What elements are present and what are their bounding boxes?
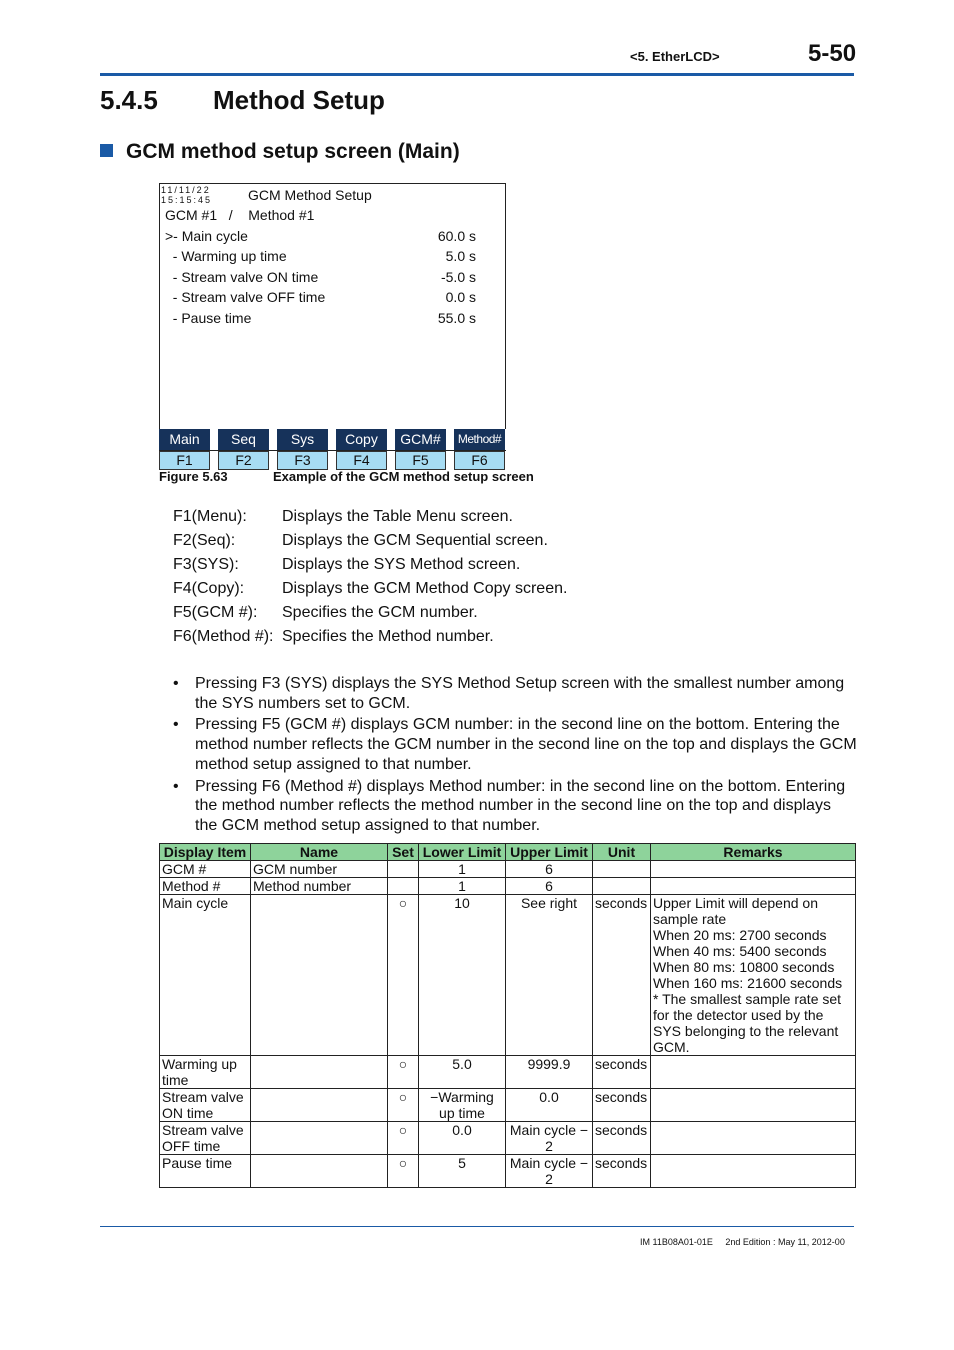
bullet-item: [173, 715, 857, 774]
table-cell: [388, 878, 419, 895]
table-cell: [651, 861, 856, 878]
table-cell: 9999.9: [506, 1056, 593, 1089]
table-header-row: [160, 844, 856, 861]
list-item: [173, 505, 567, 529]
key-description: Specifies the GCM number.: [282, 604, 478, 621]
bullet-dot-icon: •: [173, 777, 179, 795]
key-description: Specifies the Method number.: [282, 628, 494, 645]
bullet-dot-icon: •: [173, 675, 179, 692]
chapter-label: <5. EtherLCD>: [630, 49, 720, 64]
table-cell: seconds: [593, 1089, 651, 1122]
lcd-row-value: 0.0 s: [445, 289, 476, 305]
softkey-gcm-number[interactable]: GCM#: [395, 429, 446, 450]
key-name: F3(SYS):: [173, 556, 239, 573]
column-header: Lower Limit: [419, 844, 506, 861]
figure-label: Figure 5.63: [159, 469, 228, 484]
table-cell: seconds: [593, 1122, 651, 1155]
lcd-screen: [159, 183, 506, 451]
f1-key[interactable]: F1: [159, 451, 210, 470]
bullet-text: Pressing F3 (SYS) displays the SYS Method Setup screen with the smallest number among the SYS numbers set to GCM.: [195, 675, 845, 712]
bullet-list: [173, 674, 857, 838]
table-cell: [651, 1056, 856, 1089]
table-cell: [251, 895, 388, 1056]
lcd-row-label[interactable]: >- Main cycle: [165, 228, 248, 244]
section-title-text: Method Setup: [213, 85, 385, 115]
table-cell: [251, 1056, 388, 1089]
bullet-item: [173, 777, 857, 836]
table-cell: 0.0: [419, 1122, 506, 1155]
section-number: 5.4.5: [100, 85, 158, 115]
table-cell: GCM #: [160, 861, 251, 878]
figure-caption: [159, 469, 534, 484]
bullet-dot-icon: •: [173, 716, 179, 734]
lcd-subtitle: GCM #1 / Method #1: [165, 207, 315, 223]
table-cell: 5.0: [419, 1056, 506, 1089]
softkey-seq[interactable]: Seq: [218, 429, 269, 450]
table-cell: ○: [388, 1089, 419, 1122]
f4-key[interactable]: F4: [336, 451, 387, 470]
table-row: [160, 1122, 856, 1155]
table-cell: Main cycle − 2: [506, 1122, 593, 1155]
f2-key[interactable]: F2: [218, 451, 269, 470]
bullet-text: Pressing F6 (Method #) displays Method number: in the second line on the bottom. Entering the method number reflects the method number in the second line on the top and displays the GCM method setup assigned to that number.: [195, 777, 846, 834]
f3-key[interactable]: F3: [277, 451, 328, 470]
document-number: IM 11B08A01-01E: [640, 1237, 713, 1247]
table-cell: −Warming up time: [419, 1089, 506, 1122]
table-cell: Method #: [160, 878, 251, 895]
page-number: 5-50: [808, 40, 857, 67]
table-cell: Stream valve ON time: [160, 1089, 251, 1122]
list-item: [173, 577, 567, 601]
table-cell: [388, 861, 419, 878]
softkey-sys[interactable]: Sys: [277, 429, 328, 450]
lcd-row-label[interactable]: - Stream valve OFF time: [165, 289, 326, 305]
table-cell: ○: [388, 1155, 419, 1188]
table-cell: seconds: [593, 895, 651, 1056]
table-cell: [593, 878, 651, 895]
table-cell: ○: [388, 1122, 419, 1155]
column-header: Remarks: [651, 844, 856, 861]
table-row: [160, 895, 856, 1056]
table-cell: Stream valve OFF time: [160, 1122, 251, 1155]
key-name: F2(Seq):: [173, 532, 236, 549]
function-key-bar: [159, 451, 506, 470]
table-cell: [651, 1089, 856, 1122]
table-cell: [651, 878, 856, 895]
key-name: F4(Copy):: [173, 580, 245, 597]
key-description: Displays the SYS Method screen.: [282, 556, 521, 573]
table-row: [160, 878, 856, 895]
table-cell: 0.0: [506, 1089, 593, 1122]
table-row: [160, 1056, 856, 1089]
lcd-row-label[interactable]: - Stream valve ON time: [165, 269, 319, 285]
header-rule: [100, 73, 854, 76]
table-cell: 6: [506, 878, 593, 895]
lcd-row-value: 55.0 s: [437, 310, 476, 326]
table-cell: Main cycle − 2: [506, 1155, 593, 1188]
function-key-descriptions: [173, 505, 567, 649]
table-cell: Main cycle: [160, 895, 251, 1056]
footer: [640, 1237, 845, 1247]
table-cell: [251, 1122, 388, 1155]
table-cell: Pause time: [160, 1155, 251, 1188]
table-cell: Method number: [251, 878, 388, 895]
lcd-row-label[interactable]: - Pause time: [165, 310, 252, 326]
table-cell: [593, 861, 651, 878]
key-name: F6(Method #):: [173, 628, 274, 645]
softkey-copy[interactable]: Copy: [336, 429, 387, 450]
bullet-item: [173, 674, 857, 713]
bullet-text: Pressing F5 (GCM #) displays GCM number: in the second line on the bottom. Entering the method number reflects the GCM number in the second line on the top and displays the GCM method setup assigned to that number.: [195, 716, 857, 773]
lcd-row-label[interactable]: - Warming up time: [165, 248, 287, 264]
softkey-method-number[interactable]: Method#: [454, 429, 505, 450]
table-cell: [651, 1155, 856, 1188]
table-cell: 10: [419, 895, 506, 1056]
lcd-row-value: 5.0 s: [445, 248, 476, 264]
list-item: [173, 625, 567, 649]
figure-caption-text: Example of the GCM method setup screen: [273, 469, 534, 484]
table-cell: GCM number: [251, 861, 388, 878]
table-cell: 1: [419, 861, 506, 878]
table-cell: ○: [388, 1056, 419, 1089]
key-name: F5(GCM #):: [173, 604, 258, 621]
table-row: [160, 1155, 856, 1188]
section-title: [100, 85, 385, 116]
softkey-main[interactable]: Main: [159, 429, 210, 450]
key-name: F1(Menu):: [173, 508, 247, 525]
key-description: Displays the GCM Method Copy screen.: [282, 580, 568, 597]
key-description: Displays the GCM Sequential screen.: [282, 532, 548, 549]
table-cell: ○: [388, 895, 419, 1056]
table-cell: 1: [419, 878, 506, 895]
column-header: Display Item: [160, 844, 251, 861]
softkey-bar: [159, 429, 506, 450]
f5-key[interactable]: F5: [395, 451, 446, 470]
square-bullet-icon: [100, 144, 113, 157]
table-cell: See right: [506, 895, 593, 1056]
column-header: Name: [251, 844, 388, 861]
table-row: [160, 861, 856, 878]
method-setup-table: [159, 843, 856, 1188]
lcd-title: GCM Method Setup: [248, 187, 372, 203]
table-cell: [251, 1089, 388, 1122]
footer-rule: [100, 1226, 854, 1227]
column-header: Set: [388, 844, 419, 861]
subsection-title-text: GCM method setup screen (Main): [126, 140, 460, 163]
column-header: Unit: [593, 844, 651, 861]
table-row: [160, 1089, 856, 1122]
lcd-row-value: 60.0 s: [437, 228, 476, 244]
list-item: [173, 529, 567, 553]
table-cell: [651, 1122, 856, 1155]
list-item: [173, 601, 567, 625]
f6-key[interactable]: F6: [454, 451, 505, 470]
table-cell: Warming up time: [160, 1056, 251, 1089]
table-cell: [251, 1155, 388, 1188]
list-item: [173, 553, 567, 577]
subsection-title: [100, 140, 460, 164]
table-cell: seconds: [593, 1155, 651, 1188]
column-header: Upper Limit: [506, 844, 593, 861]
table-cell: 5: [419, 1155, 506, 1188]
key-description: Displays the Table Menu screen.: [282, 508, 513, 525]
edition-date: 2nd Edition : May 11, 2012-00: [725, 1237, 845, 1247]
table-cell: Upper Limit will depend on sample rate When 20 ms: 2700 seconds When 40 ms: 5400 seconds When 80 ms: 10800 seconds When 160 ms: 21600 seconds * The smallest sample rate set for the detector used by the SYS belonging to the relevant GCM.: [651, 895, 856, 1056]
table-cell: 6: [506, 861, 593, 878]
lcd-timestamp: 11/11/22 15:15:45: [161, 185, 213, 205]
table-cell: seconds: [593, 1056, 651, 1089]
lcd-row-value: -5.0 s: [440, 269, 476, 285]
